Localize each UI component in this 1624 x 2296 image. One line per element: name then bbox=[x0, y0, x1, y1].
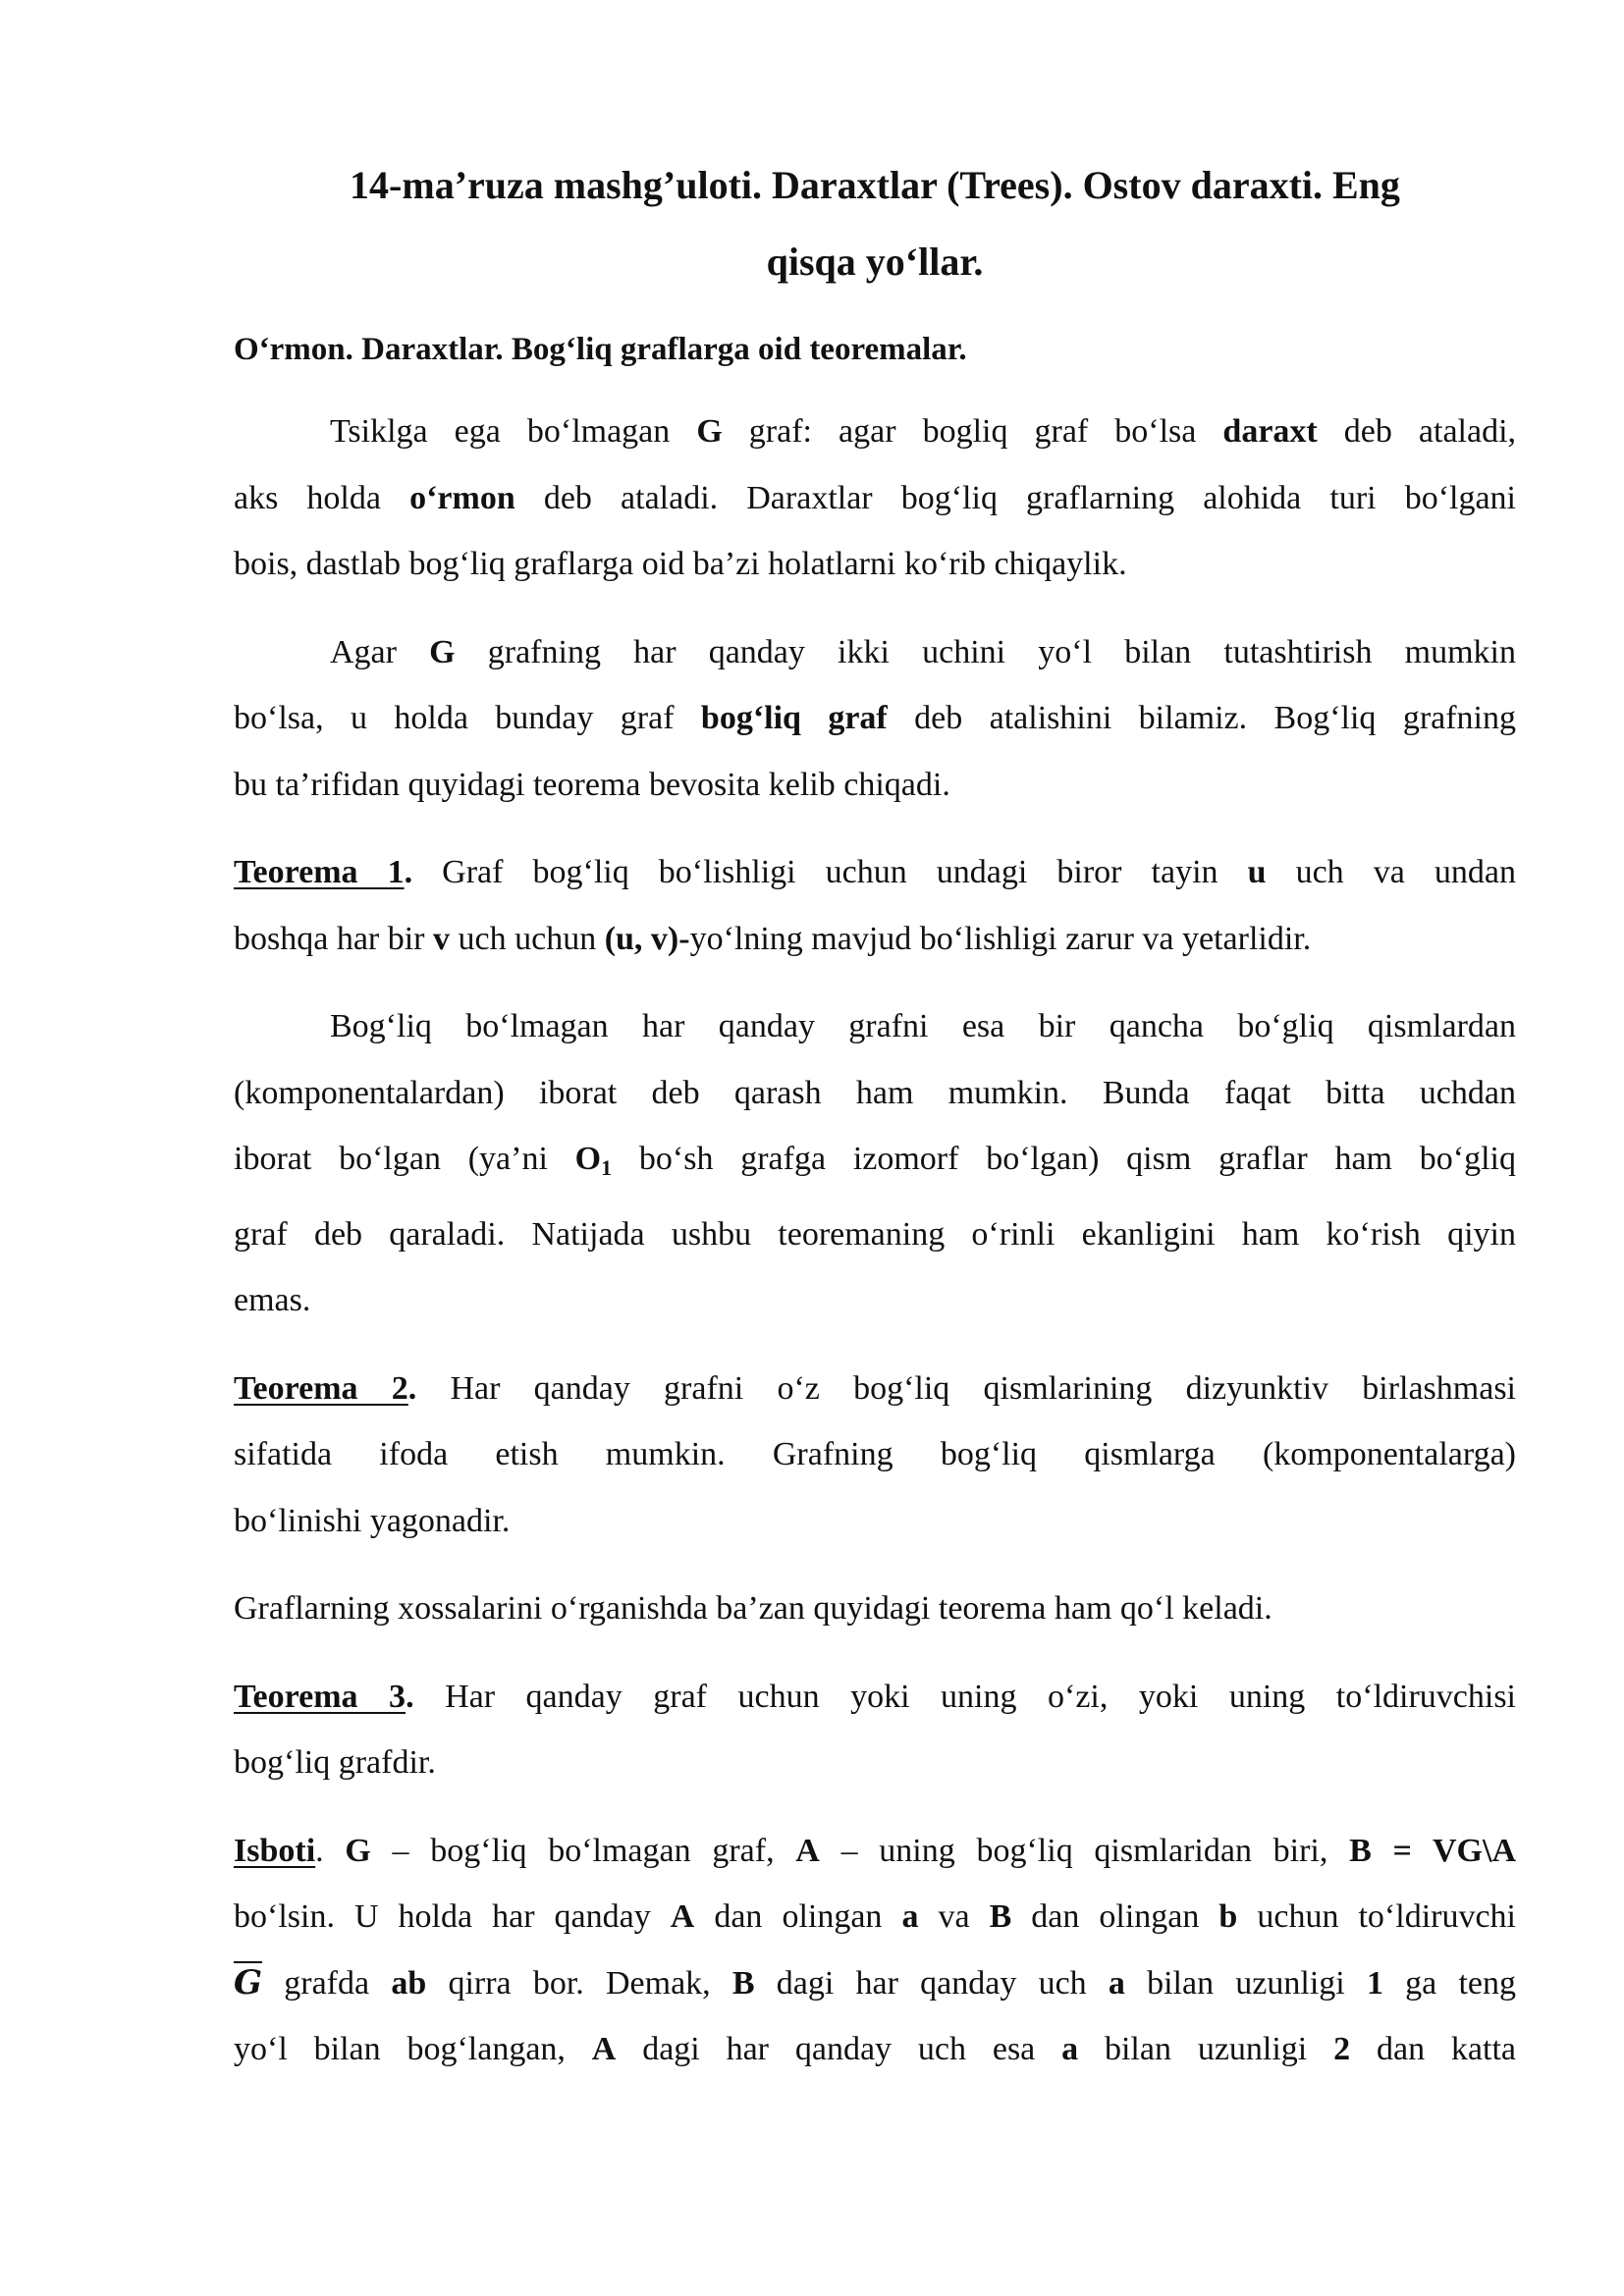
text-line: Agar G grafning har qanday ikki uchini yo‘l bilan tutashtirish mumkin bbox=[330, 633, 1516, 670]
text-line: Teorema 2. Har qanday grafni o‘z bog‘liq qismlarining dizyunktiv birlashmasi bbox=[234, 1369, 1517, 1407]
text-line: (komponentalardan) iborat deb qarash ham mumkin. Bunda faqat bitta uchdan bbox=[234, 1074, 1516, 1111]
text-line: sifatida ifoda etish mumkin. Grafning bog‘liq qismlarga (komponentalarga) bbox=[234, 1436, 1516, 1472]
proof bbox=[234, 1818, 1516, 2083]
proof-label: Isboti bbox=[234, 1832, 316, 1869]
text-line: Tsiklga ega bo‘lmagan G graf: agar bogliq graf bo‘lsa daraxt deb ataladi, bbox=[330, 413, 1517, 450]
theorem-label: Teorema 2 bbox=[234, 1369, 408, 1407]
paragraph-connected-graph bbox=[234, 619, 1516, 819]
text-line: $\overline{G}$ grafda ab qirra bor. Demak, B dagi har qanday uch a bilan uzunligi 1 ga teng bbox=[234, 1962, 1517, 2002]
text-line: bo‘lsin. U holda har qanday A dan olingan a va B dan olingan b uchun to‘ldiruvchi bbox=[234, 1898, 1516, 1935]
theorem-3 bbox=[234, 1664, 1516, 1796]
text-line: Teorema 3. Har qanday graf uchun yoki uning o‘zi, yoki uning to‘ldiruvchisi bbox=[234, 1678, 1516, 1715]
text-line: Graflarning xossalarini o‘rganishda ba’zan quyidagi teorema ham qo‘l keladi. bbox=[234, 1590, 1272, 1627]
text-line: Bog‘liq bo‘lmagan har qanday grafni esa bir qancha bo‘gliq qismlardan bbox=[330, 1008, 1516, 1044]
text-line: boshqa har bir v uch uchun (u, v)-yo‘lning mavjud bo‘lishligi zarur va yetarlidir. bbox=[234, 920, 1312, 957]
title-line-2: qisqa yo‘llar. bbox=[766, 240, 984, 284]
text-line: iborat bo‘lgan (ya’ni $O_1$ bo‘sh grafga izomorf bo‘lgan) qism graflar ham bo‘gliq bbox=[234, 1141, 1516, 1180]
paragraph-components bbox=[234, 993, 1516, 1334]
text-line: aks holda o‘rmon deb ataladi. Daraxtlar bog‘liq graflarning alohida turi bo‘lgani bbox=[234, 479, 1517, 516]
text-line: bo‘lsa, u holda bunday graf bog‘liq graf deb atalishini bilamiz. Bog‘liq grafning bbox=[234, 700, 1516, 736]
theorem-label: Teorema 3 bbox=[234, 1678, 406, 1715]
page-title bbox=[234, 147, 1516, 300]
paragraph-intro bbox=[234, 399, 1516, 598]
section-heading: O‘rmon. Daraxtlar. Bog‘liq graflarga oid teoremalar. bbox=[234, 332, 967, 367]
text-line: emas. bbox=[234, 1282, 311, 1318]
title-line-1: 14-ma’ruza mashg’uloti. Daraxtlar (Trees). Ostov daraxti. Eng bbox=[350, 163, 1400, 207]
paragraph-properties bbox=[234, 1575, 1516, 1642]
text-line: bog‘liq grafdir. bbox=[234, 1744, 436, 1781]
text-line: bo‘linishi yagonadir. bbox=[234, 1502, 511, 1539]
text-line: Teorema 1. Graf bog‘liq bo‘lishligi uchun undagi biror tayin u uch va undan bbox=[234, 854, 1516, 890]
text-line: Isboti. G – bog‘liq bo‘lmagan graf, A – uning bog‘liq qismlaridan biri, B = VG\A bbox=[234, 1832, 1516, 1869]
text-line: bu ta’rifidan quyidagi teorema bevosita kelib chiqadi. bbox=[234, 766, 950, 803]
theorem-2 bbox=[234, 1356, 1516, 1555]
theorem-1 bbox=[234, 839, 1516, 972]
complement-g-symbol: $\overline{G}$ bbox=[234, 1962, 263, 2002]
text-line: bois, dastlab bog‘liq graflarga oid ba’zi holatlarni ko‘rib chiqaylik. bbox=[234, 546, 1127, 582]
theorem-label: Teorema 1 bbox=[234, 854, 405, 890]
text-line: yo‘l bilan bog‘langan, A dagi har qanday uch esa a bilan uzunligi 2 dan katta bbox=[234, 2031, 1517, 2067]
text-line: graf deb qaraladi. Natijada ushbu teoremaning o‘rinli ekanligini ham ko‘rish qiyin bbox=[234, 1215, 1516, 1253]
document-page bbox=[234, 147, 1516, 2083]
